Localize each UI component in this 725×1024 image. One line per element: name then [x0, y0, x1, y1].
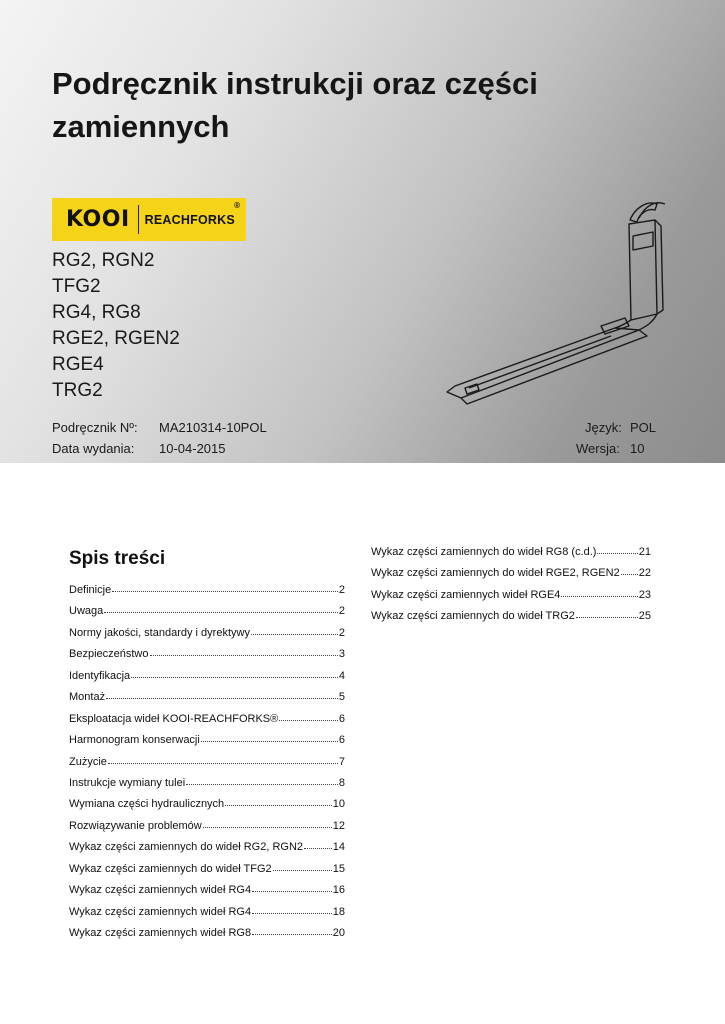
model-line: RGE4 [52, 354, 104, 375]
toc-entry-page: 6 [338, 712, 345, 725]
toc-leader-dots [104, 604, 338, 613]
toc-entry-label: Wykaz części zamiennych wideł RG4 [69, 884, 252, 897]
toc-leader-dots [273, 862, 332, 871]
toc-entry-page: 16 [332, 884, 345, 897]
toc-entry-page: 14 [332, 841, 345, 854]
manual-number-value: MA210314-10POL [159, 420, 267, 435]
language-value: POL [630, 420, 657, 435]
issue-date-value: 10-04-2015 [159, 441, 226, 456]
toc-entry-page: 4 [338, 669, 345, 682]
logo-reachforks-text: REACHFORKS [144, 212, 235, 227]
toc-entry-page: 2 [338, 584, 345, 596]
toc-entry[interactable] [69, 884, 345, 905]
toc-leader-dots [621, 566, 638, 575]
toc-entry-label: Wykaz części zamiennych wideł RG4 [69, 905, 252, 918]
toc-leader-dots [252, 883, 332, 892]
toc-entry-label: Wykaz części zamiennych wideł RG8 [69, 927, 252, 939]
toc-entry-label: Instrukcje wymiany tulei [69, 776, 186, 789]
toc-entry-label: Wykaz części zamiennych do wideł TRG2 [371, 610, 575, 623]
toc-title: Spis treści [69, 548, 166, 569]
model-line: RG2, RGN2 [52, 250, 155, 271]
toc-entry-page: 20 [332, 927, 345, 939]
toc-entry-page: 10 [332, 798, 345, 811]
model-line: TRG2 [52, 380, 103, 401]
toc-entry-label: Harmonogram konserwacji [69, 734, 200, 747]
toc-entry-label: Normy jakości, standardy i dyrektywy [69, 626, 250, 639]
toc-entry-label: Identyfikacja [69, 669, 131, 682]
toc-leader-dots [304, 840, 332, 849]
toc-entry-page: 2 [338, 605, 345, 618]
toc-entry[interactable] [69, 670, 345, 691]
toc-entry-page: 3 [338, 648, 345, 661]
toc-entry[interactable] [69, 841, 345, 862]
toc-entry[interactable] [69, 605, 345, 626]
toc-entry[interactable] [371, 589, 651, 610]
toc-entry-label: Wykaz części zamiennych wideł RGE4 [371, 588, 561, 601]
toc-leader-dots [108, 755, 338, 764]
toc-entry[interactable] [69, 584, 345, 605]
toc-entry[interactable] [69, 798, 345, 819]
toc-entry[interactable] [69, 756, 345, 777]
toc-entry[interactable] [69, 820, 345, 841]
toc-entry-label: Wykaz części zamiennych do wideł TFG2 [69, 862, 272, 875]
toc-leader-dots [251, 626, 338, 635]
toc-entry[interactable] [69, 627, 345, 648]
document-title: Podręcznik instrukcji oraz części zamiennych [52, 66, 538, 144]
toc-entry-label: Wykaz części zamiennych do wideł RGE2, RGEN2 [371, 567, 620, 580]
toc-leader-dots [561, 588, 637, 597]
toc-entry-label: Definicje [69, 584, 112, 596]
toc-leader-dots [201, 733, 338, 742]
model-list [52, 248, 180, 404]
toc-leader-dots [203, 819, 332, 828]
toc-entry[interactable] [69, 863, 345, 884]
toc-entry-label: Eksploatacja wideł KOOI-REACHFORKS® [69, 712, 279, 725]
toc-leader-dots [252, 905, 332, 914]
logo-registered-mark: ® [234, 201, 240, 210]
toc-entry[interactable] [69, 691, 345, 712]
toc-leader-dots [112, 583, 338, 592]
toc-entry-label: Uwaga [69, 605, 104, 618]
toc-leader-dots [186, 776, 338, 785]
toc-entry-page: 5 [338, 691, 345, 704]
toc-entry-label: Montaż [69, 691, 106, 704]
toc-leader-dots [225, 797, 332, 806]
model-line: RGE2, RGEN2 [52, 328, 180, 349]
toc-leader-dots [150, 647, 338, 656]
toc-entry-page: 25 [638, 610, 651, 623]
toc-leader-dots [131, 669, 338, 678]
cover-header [0, 0, 725, 463]
toc-entry-page: 15 [332, 862, 345, 875]
toc-entry-page: 7 [338, 755, 345, 768]
version-value: 10 [630, 441, 645, 456]
manual-number-label: Podręcznik Nº: [52, 420, 138, 435]
toc-entry-page: 6 [338, 734, 345, 747]
kooi-reachforks-logo [52, 198, 246, 241]
toc-list-left [69, 584, 345, 948]
toc-entry[interactable] [69, 777, 345, 798]
toc-entry-label: Rozwiązywanie problemów [69, 819, 202, 832]
model-line: RG4, RG8 [52, 302, 141, 323]
toc-entry[interactable] [69, 734, 345, 755]
toc-entry[interactable] [69, 927, 345, 948]
toc-entry-label: Wymiana części hydraulicznych [69, 798, 225, 811]
toc-list-right [371, 546, 651, 632]
toc-entry-page: 22 [638, 567, 651, 580]
logo-kooi-text: KOOI [66, 207, 130, 232]
toc-leader-dots [279, 712, 338, 721]
toc-entry[interactable] [371, 610, 651, 631]
toc-entry-page: 8 [338, 776, 345, 789]
toc-entry-label: Bezpieczeństwo [69, 648, 149, 661]
toc-entry[interactable] [69, 713, 345, 734]
toc-leader-dots [106, 690, 338, 699]
toc-entry[interactable] [69, 906, 345, 927]
toc-leader-dots [252, 926, 332, 935]
toc-entry-page: 12 [332, 819, 345, 832]
issue-date-label: Data wydania: [52, 441, 135, 456]
toc-entry[interactable] [371, 546, 651, 567]
toc-entry-page: 2 [338, 626, 345, 639]
toc-entry[interactable] [371, 567, 651, 588]
logo-divider [138, 205, 139, 234]
language-label: Język: [585, 420, 622, 435]
toc-entry-page: 18 [332, 905, 345, 918]
toc-entry-label: Zużycie [69, 755, 107, 768]
model-line: TFG2 [52, 276, 101, 297]
toc-entry[interactable] [69, 648, 345, 669]
toc-leader-dots [597, 545, 637, 554]
toc-entry-page: 23 [638, 588, 651, 601]
toc-entry-label: Wykaz części zamiennych do wideł RG2, RGN2 [69, 841, 304, 854]
fork-illustration-icon [425, 190, 695, 410]
version-label: Wersja: [576, 441, 620, 456]
toc-leader-dots [576, 609, 638, 618]
toc-entry-page: 21 [638, 546, 651, 558]
toc-entry-label: Wykaz części zamiennych do wideł RG8 (c.d.) [371, 546, 597, 558]
